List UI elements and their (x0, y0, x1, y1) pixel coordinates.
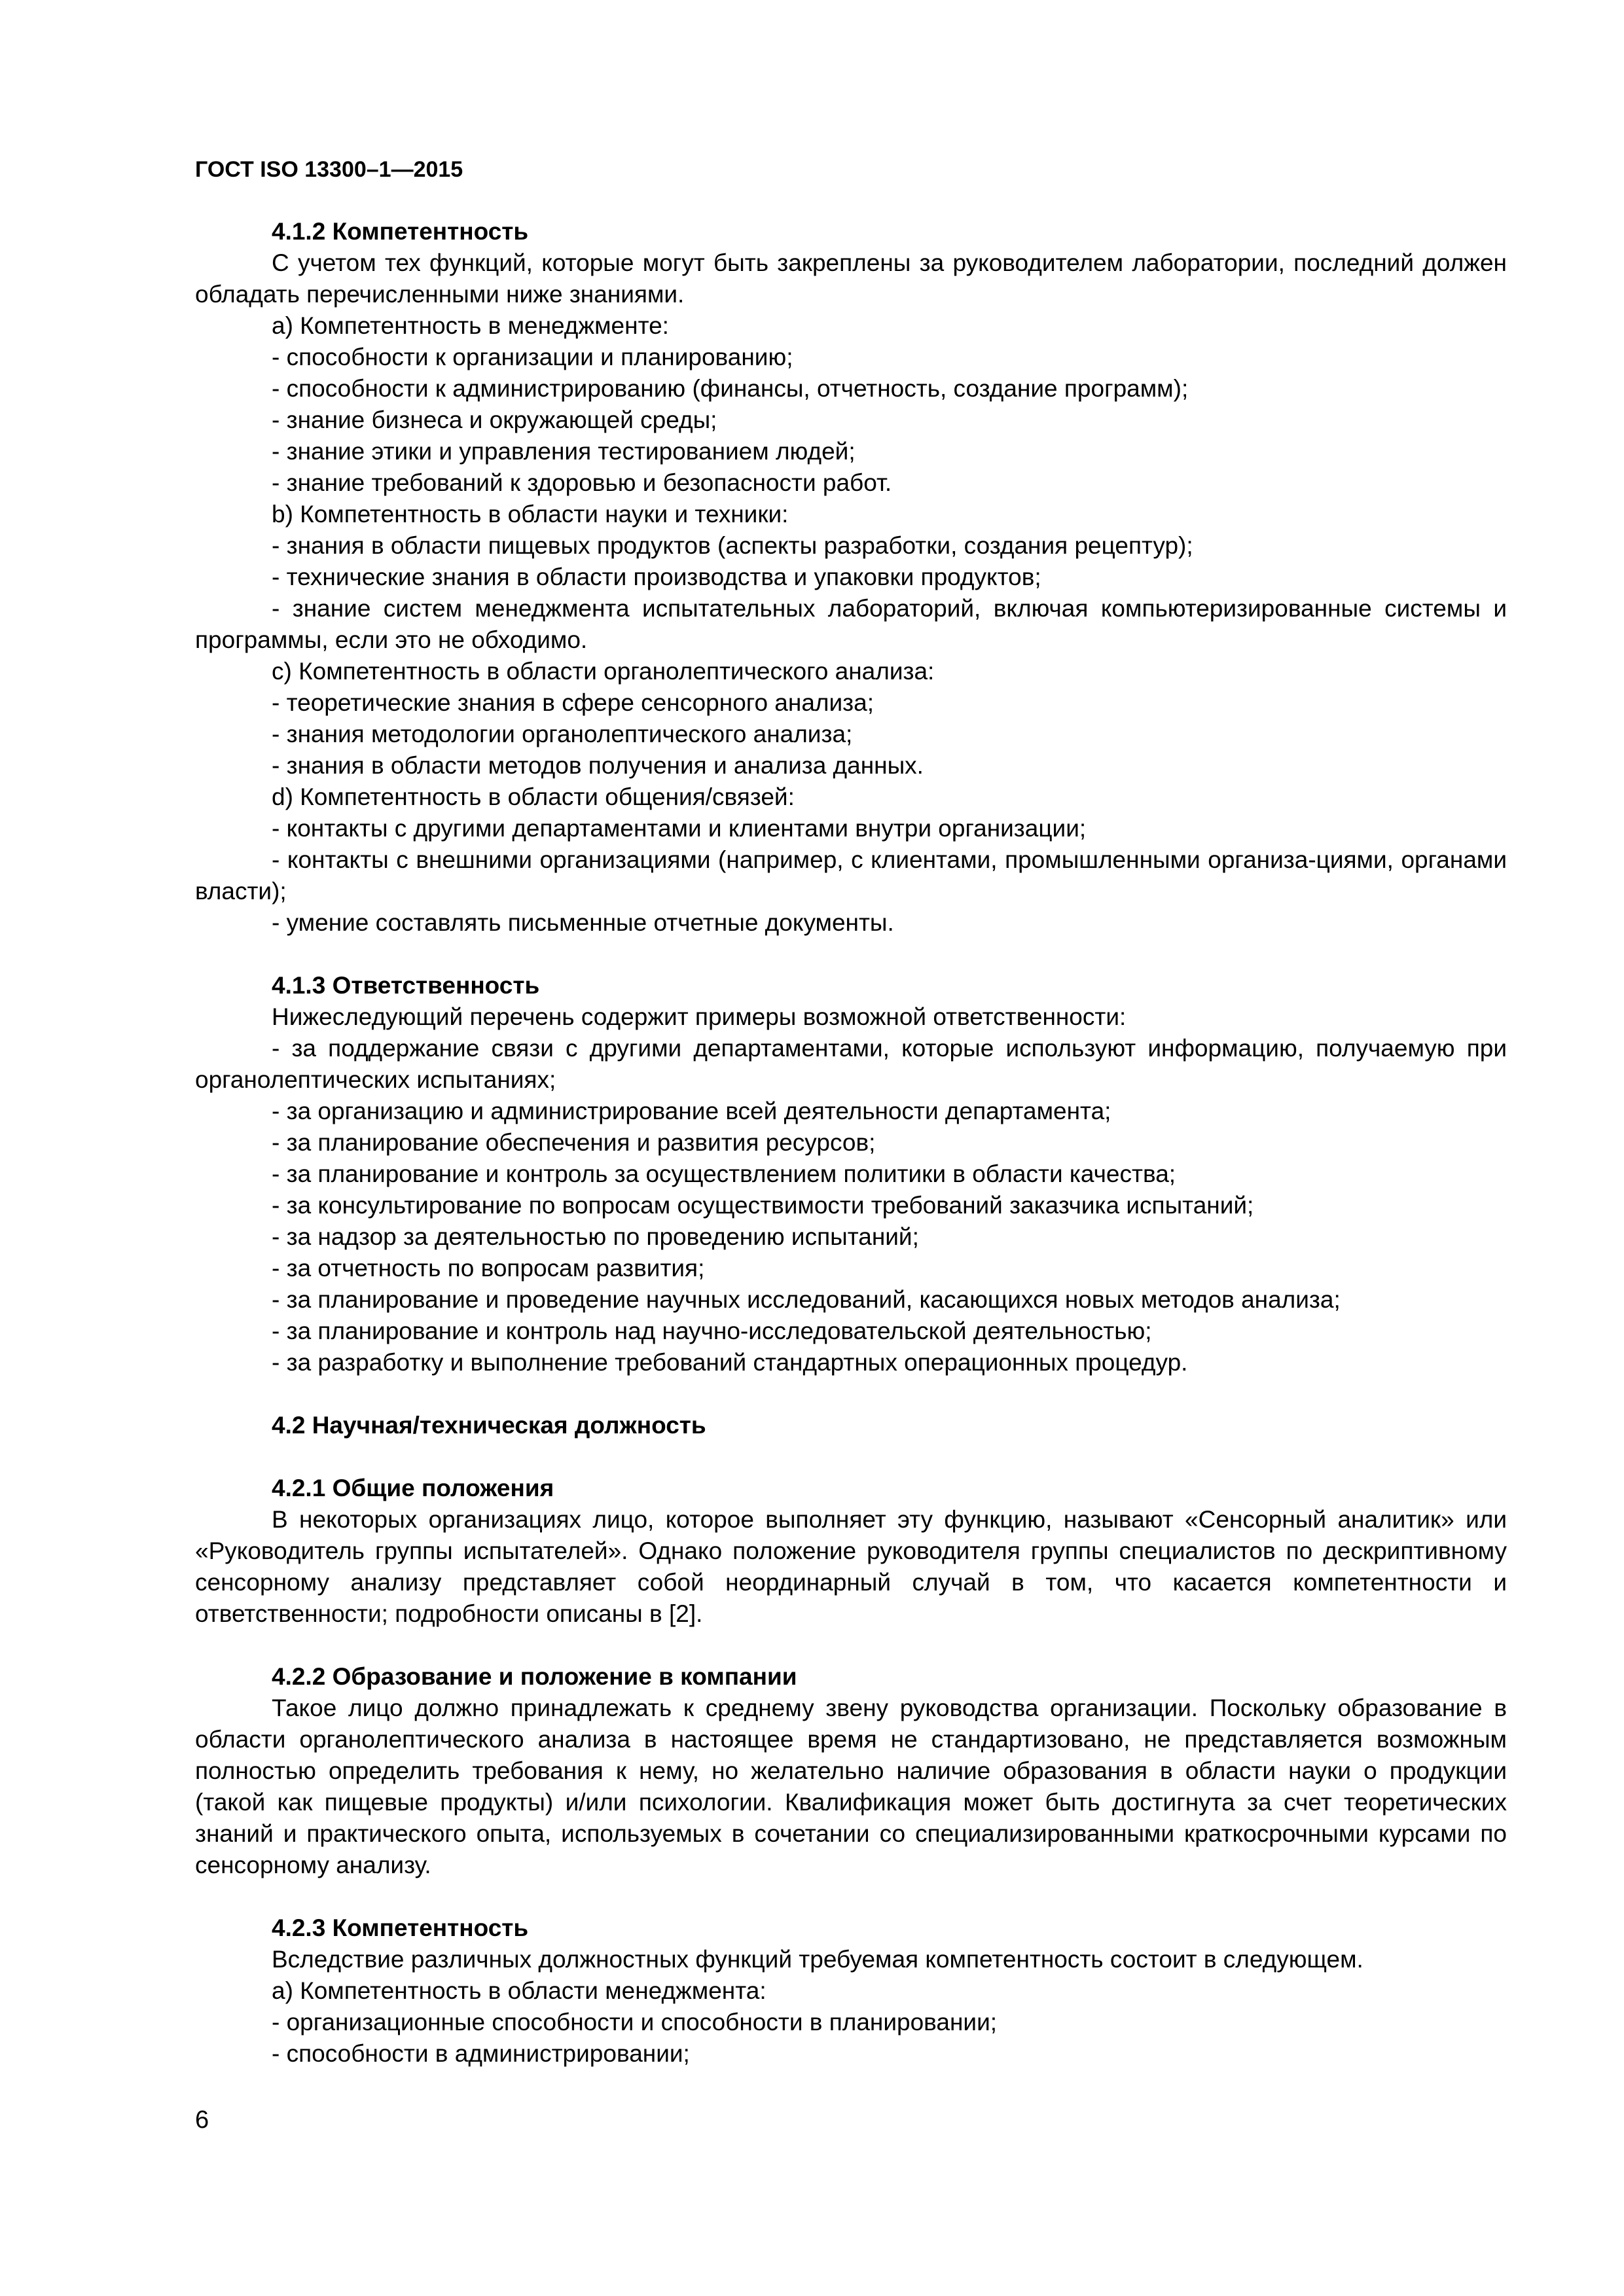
list-item: - знание бизнеса и окружающей среды; (272, 406, 717, 433)
paragraph: В некоторых организациях лицо, которое выполняет эту функцию, называют «Сенсорный аналитик» или «Руководитель группы испытателей». Однако положение руководителя группы специалистов по дескриптивному сенсорному анализу представляет собой неординарный случай в том, что касается компетентности и ответственности; подробности описаны в [2]. (195, 1506, 1507, 1627)
list-title: а) Компетентность в области менеджмента: (272, 1977, 767, 2004)
list-item: - организационные способности и способности в планировании; (272, 2009, 998, 2036)
section-heading: 4.2.3 Компетентность (272, 1914, 529, 1941)
list-title: b) Компетентность в области науки и техники: (272, 501, 789, 528)
list-item: - способности к администрированию (финансы, отчетность, создание программ); (272, 375, 1189, 402)
document-body (195, 216, 1507, 2070)
list-item: - за планирование и контроль над научно-исследовательской деятельностью; (272, 1318, 1152, 1344)
list-title: а) Компетентность в менеджменте: (272, 312, 669, 339)
list-item: - за планирование обеспечения и развития ресурсов; (272, 1129, 876, 1156)
list-item: - за планирование и проведение научных исследований, касающихся новых методов анализа; (272, 1286, 1341, 1313)
paragraph: Вследствие различных должностных функций требуемая компетентность состоит в следующем. (272, 1946, 1363, 1973)
list-item: - знание этики и управления тестированием людей; (272, 438, 856, 465)
list-item: - знания в области пищевых продуктов (аспекты разработки, создания рецептур); (272, 532, 1193, 559)
section-heading: 4.2.2 Образование и положение в компании (272, 1663, 797, 1690)
paragraph: Нижеследующий перечень содержит примеры возможной ответственности: (272, 1003, 1127, 1030)
list-item: - за поддержание связи с другими департаментами, которые используют информацию, получаемую при органолептических испытаниях; (195, 1035, 1507, 1093)
list-title: с) Компетентность в области органолептического анализа: (272, 658, 935, 685)
list-item: - за разработку и выполнение требований стандартных операционных процедур. (272, 1349, 1188, 1376)
paragraph: С учетом тех функций, которые могут быть закреплены за руководителем лаборатории, последний должен обладать перечисленными ниже знаниями. (195, 249, 1507, 308)
list-item: - за планирование и контроль за осуществлением политики в области качества; (272, 1160, 1176, 1187)
list-item: - умение составлять письменные отчетные документы. (272, 909, 894, 936)
document-header: ГОСТ ISO 13300–1—2015 (195, 157, 463, 182)
list-item: - за организацию и администрирование всей деятельности департамента; (272, 1098, 1111, 1124)
list-item: - знание систем менеджмента испытательных лабораторий, включая компьютеризированные системы и программы, если это не обходимо. (195, 595, 1507, 653)
list-item: - знания методологии органолептического анализа; (272, 721, 853, 747)
list-item: - способности к организации и планированию; (272, 344, 793, 370)
page-number: 6 (195, 2106, 209, 2134)
section-heading: 4.1.3 Ответственность (272, 972, 540, 999)
list-item: - за консультирование по вопросам осуществимости требований заказчика испытаний; (272, 1192, 1254, 1219)
list-item: - технические знания в области производства и упаковки продуктов; (272, 564, 1041, 590)
list-item: - знания в области методов получения и анализа данных. (272, 752, 924, 779)
section-heading: 4.2.1 Общие положения (272, 1475, 554, 1501)
list-item: - за надзор за деятельностью по проведению испытаний; (272, 1223, 919, 1250)
list-item: - способности в администрировании; (272, 2040, 690, 2067)
list-item: - теоретические знания в сфере сенсорного анализа; (272, 689, 874, 716)
list-title: d) Компетентность в области общения/связей: (272, 783, 795, 810)
list-item: - контакты с внешними организациями (например, с клиентами, промышленными организа-циями, органами власти); (195, 846, 1507, 905)
list-item: - за отчетность по вопросам развития; (272, 1255, 705, 1282)
section-heading: 4.1.2 Компетентность (272, 218, 529, 245)
list-item: - знание требований к здоровью и безопасности работ. (272, 469, 892, 496)
list-item: - контакты с другими департаментами и клиентами внутри организации; (272, 815, 1087, 842)
paragraph: Такое лицо должно принадлежать к среднему звену руководства организации. Поскольку образование в области органолептического анализа в настоящее время не стандартизовано, не представляется возможным полностью определить требования к нему, но желательно наличие образования в области науки о продукции (такой как пищевые продукты) и/или психологии. Квалификация может быть достигнута за счет теоретических знаний и практического опыта, используемых в сочетании со специализированными краткосрочными курсами по сенсорному анализу. (195, 1695, 1507, 1878)
section-heading: 4.2 Научная/техническая должность (272, 1412, 706, 1439)
